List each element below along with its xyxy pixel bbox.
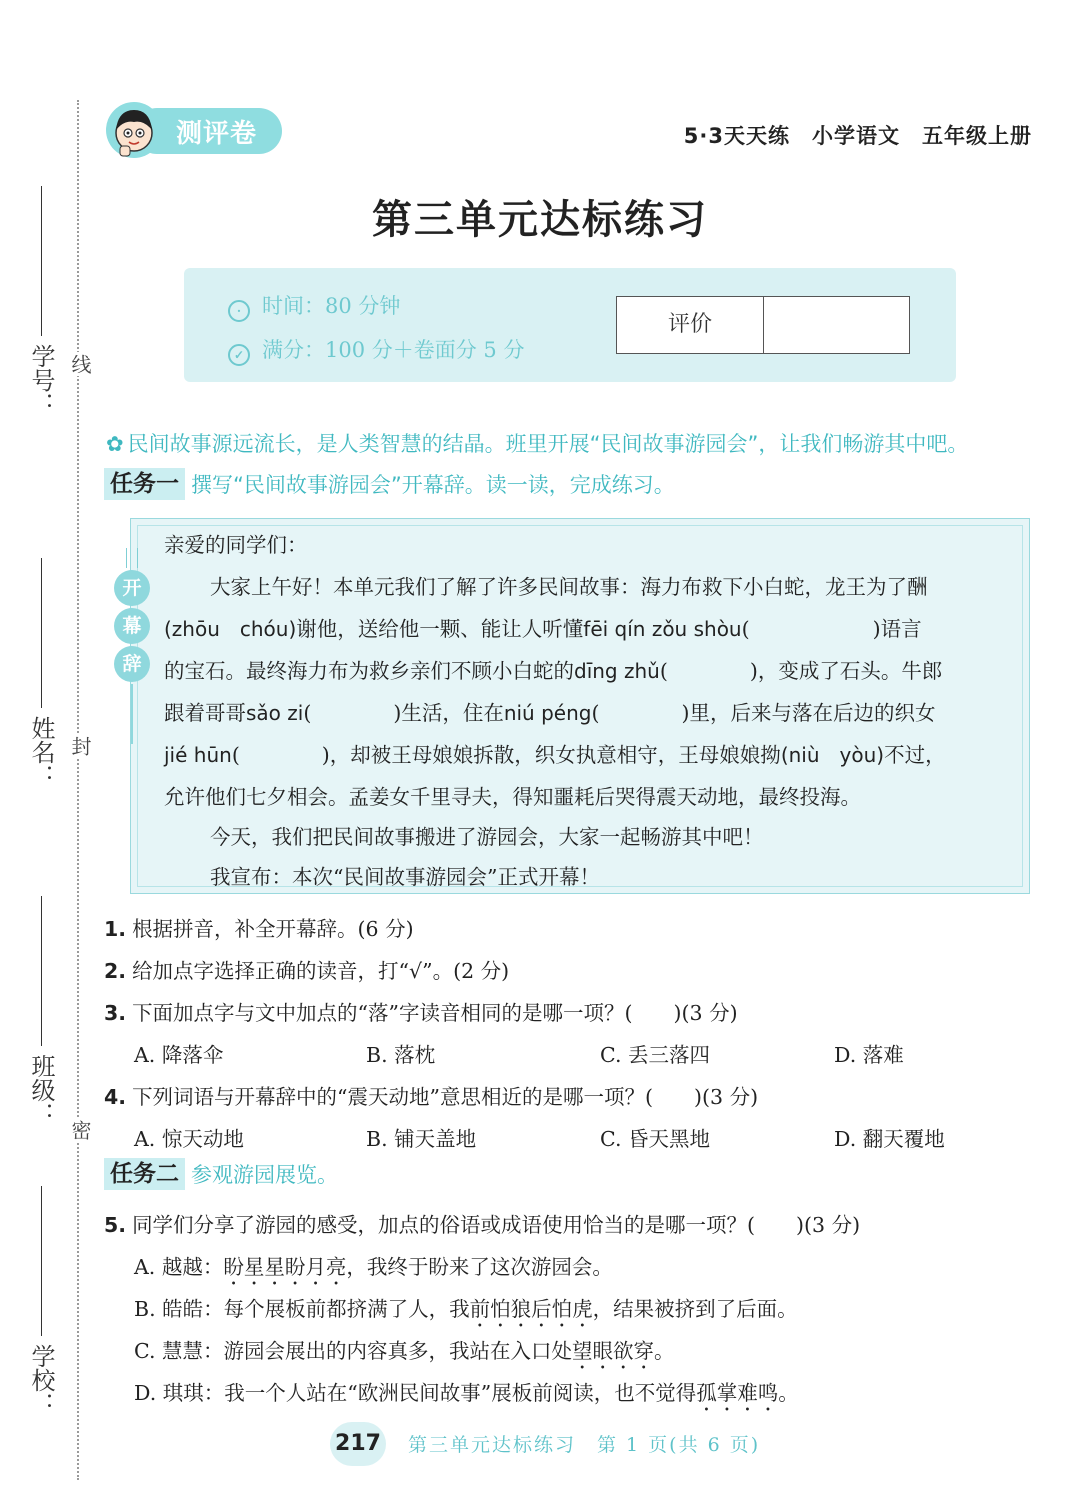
marked-phrase: 盼星星盼月亮 — [223, 1255, 347, 1279]
pinyin-prompt: sǎo zi — [246, 701, 304, 725]
question-number: 4. — [104, 1085, 127, 1109]
pinyin-choice-chou[interactable]: (zhōu chóu) — [164, 617, 297, 641]
lantern-tassel — [131, 684, 133, 744]
question-1 — [104, 912, 414, 942]
class-blank[interactable] — [41, 896, 42, 1046]
pinyin-prompt: dīng zhǔ — [574, 659, 660, 683]
speech-line-6: 允许他们七夕相会。孟姜女千里寻夫，得知噩耗后哭得震天动地，最终投海。 — [164, 785, 861, 809]
score-row — [228, 334, 524, 366]
option-text: A. 越越： — [134, 1255, 224, 1279]
lantern-char-1: 开 — [114, 570, 150, 606]
score-text: 满分：100 分＋卷面分 5 分 — [262, 338, 525, 362]
answer-blank[interactable]: ( )，变成了石头。牛郎 — [659, 659, 943, 683]
intro-text — [106, 428, 968, 458]
q3-option-c[interactable]: C. 丢三落四 — [600, 1043, 710, 1067]
lantern-top — [126, 548, 138, 568]
task-1-heading — [104, 468, 675, 500]
q5-option-d[interactable] — [134, 1376, 799, 1416]
question-number: 5. — [104, 1213, 127, 1237]
q4-option-d[interactable]: D. 翻天覆地 — [834, 1127, 945, 1151]
question-3 — [104, 996, 738, 1026]
badge-text: 测评卷 — [176, 119, 258, 149]
exam-info-box — [184, 268, 956, 382]
class-label: 班级： — [27, 1053, 55, 1126]
binding-dotted-line — [77, 100, 79, 1480]
check-circle-icon: ✓ — [228, 344, 250, 366]
pinyin-prompt: fēi qín zǒu shòu — [583, 617, 742, 641]
q5-option-b[interactable] — [134, 1292, 798, 1332]
question-number: 2. — [104, 959, 127, 983]
question-text[interactable]: 下列词语与开幕辞中的“震天动地”意思相近的是哪一项？( )(3 分) — [132, 1085, 759, 1109]
option-text: C. 慧慧：游园会展出的内容真多，我站在入口处 — [134, 1339, 572, 1363]
speech-text: 的宝石。最终海力布为救乡亲们不顾小白蛇的 — [164, 659, 574, 683]
cut-mark-secret: 密 — [66, 1118, 95, 1142]
footer-text: 第三单元达标练习 第 1 页(共 6 页) — [408, 1434, 761, 1456]
name-blank[interactable] — [41, 558, 42, 708]
clock-icon: · — [228, 300, 250, 322]
speech-text: 跟着哥哥 — [164, 701, 246, 725]
speech-text: 谢他，送给他一颗、能让人听懂 — [296, 617, 584, 641]
question-text: 给加点字选择正确的读音，打“√”。(2 分) — [132, 959, 510, 983]
task-2-text: 参观游园展览。 — [191, 1163, 338, 1187]
student-id-label: 学号： — [27, 343, 55, 416]
q5-option-c[interactable] — [134, 1334, 675, 1374]
q5-option-a[interactable] — [134, 1250, 613, 1290]
option-text: 。 — [654, 1339, 675, 1363]
option-text: D. 琪琪：我一个人站在“欧洲民间故事”展板前阅读，也不觉得 — [134, 1381, 697, 1405]
class-field[interactable] — [24, 890, 59, 1126]
time-row — [228, 290, 400, 322]
test-badge — [104, 100, 282, 160]
pinyin-prompt: niú péng — [503, 701, 592, 725]
option-text: ，我终于盼来了这次游园会。 — [346, 1255, 613, 1279]
answer-blank[interactable]: ( )生活，住在 — [303, 701, 504, 725]
speech-greeting: 亲爱的同学们： — [164, 533, 308, 557]
question-number: 1. — [104, 917, 127, 941]
speech-line-8: 我宣布：本次“民间故事游园会”正式开幕！ — [210, 865, 600, 889]
school-blank[interactable] — [41, 1186, 42, 1336]
student-mascot-icon — [104, 100, 164, 160]
intro-sentence: 民间故事源远流长，是人类智慧的结晶。班里开展“民间故事游园会”，让我们畅游其中吧。 — [127, 432, 969, 456]
flower-icon: ✿ — [106, 432, 124, 456]
name-field[interactable] — [24, 552, 59, 788]
lantern-label — [112, 548, 152, 744]
question-text[interactable]: 下面加点字与文中加点的“落”字读音相同的是哪一项？( )(3 分) — [132, 1001, 738, 1025]
question-4 — [104, 1080, 758, 1110]
speech-line-1: 大家上午好！本单元我们了解了许多民间故事：海力布救下小白蛇，龙王为了酬 — [210, 575, 928, 599]
q4-option-c[interactable]: C. 昏天黑地 — [600, 1127, 710, 1151]
time-text: 时间：80 分钟 — [262, 294, 401, 318]
cut-mark-seal: 封 — [66, 734, 95, 758]
task-2-tag: 任务二 — [104, 1158, 185, 1190]
speech-line-4 — [164, 696, 935, 726]
pinyin-choice-niu[interactable]: (niù yòu) — [780, 743, 885, 767]
q3-option-b[interactable]: B. 落枕 — [366, 1043, 436, 1067]
answer-blank[interactable]: ( )，却被王母娘娘拆散，织女执意相守，王母娘娘拗 — [231, 743, 781, 767]
marked-phrase: 前怕狼后怕虎 — [469, 1297, 593, 1321]
marked-phrase: 望眼欲穿 — [572, 1339, 654, 1363]
cut-mark-line: 线 — [66, 352, 95, 376]
option-text: B. 皓皓：每个展板前都挤满了人，我 — [134, 1297, 470, 1321]
question-text: 根据拼音，补全开幕辞。(6 分) — [132, 917, 414, 941]
question-5 — [104, 1208, 860, 1238]
q4-option-a[interactable]: A. 惊天动地 — [134, 1127, 244, 1151]
pinyin-prompt: jié hūn — [164, 743, 232, 767]
lantern-char-2: 幕 — [114, 608, 150, 644]
q3-option-a[interactable]: A. 降落伞 — [134, 1043, 224, 1067]
school-field[interactable] — [24, 1180, 59, 1416]
speech-line-3 — [164, 654, 942, 684]
page-title: 第三单元达标练习 — [372, 196, 708, 243]
page-number-badge: 217 — [330, 1422, 386, 1466]
speech-line-5 — [164, 738, 946, 768]
school-label: 学校： — [27, 1343, 55, 1416]
answer-blank[interactable]: ( )语言 — [741, 617, 922, 641]
grade-label: 评价 — [617, 297, 764, 353]
task-2-heading — [104, 1158, 338, 1190]
task-1-tag: 任务一 — [104, 468, 185, 500]
question-text[interactable]: 同学们分享了游园的感受，加点的俗语或成语使用恰当的是哪一项？( )(3 分) — [132, 1213, 861, 1237]
grade-input[interactable] — [765, 297, 909, 353]
option-text: ，结果被挤到了后面。 — [592, 1297, 798, 1321]
question-2 — [104, 954, 509, 984]
speech-line-2 — [164, 612, 922, 642]
question-number: 3. — [104, 1001, 127, 1025]
book-series: 5·3天天练 小学语文 五年级上册 — [683, 124, 1032, 148]
marked-phrase: 孤掌难鸣 — [696, 1381, 779, 1405]
q4-option-b[interactable]: B. 铺天盖地 — [366, 1127, 477, 1151]
task-1-text: 撰写“民间故事游园会”开幕辞。读一读，完成练习。 — [191, 473, 675, 497]
lantern-char-3: 辞 — [114, 646, 150, 682]
speech-text: 不过， — [884, 743, 946, 767]
speech-line-7: 今天，我们把民间故事搬进了游园会，大家一起畅游其中吧！ — [210, 825, 764, 849]
option-text: 。 — [778, 1381, 799, 1405]
q3-option-d[interactable]: D. 落难 — [834, 1043, 904, 1067]
grade-box — [616, 296, 910, 354]
name-label: 姓名： — [27, 715, 55, 788]
answer-blank[interactable]: ( )里，后来与落在后边的织女 — [591, 701, 936, 725]
